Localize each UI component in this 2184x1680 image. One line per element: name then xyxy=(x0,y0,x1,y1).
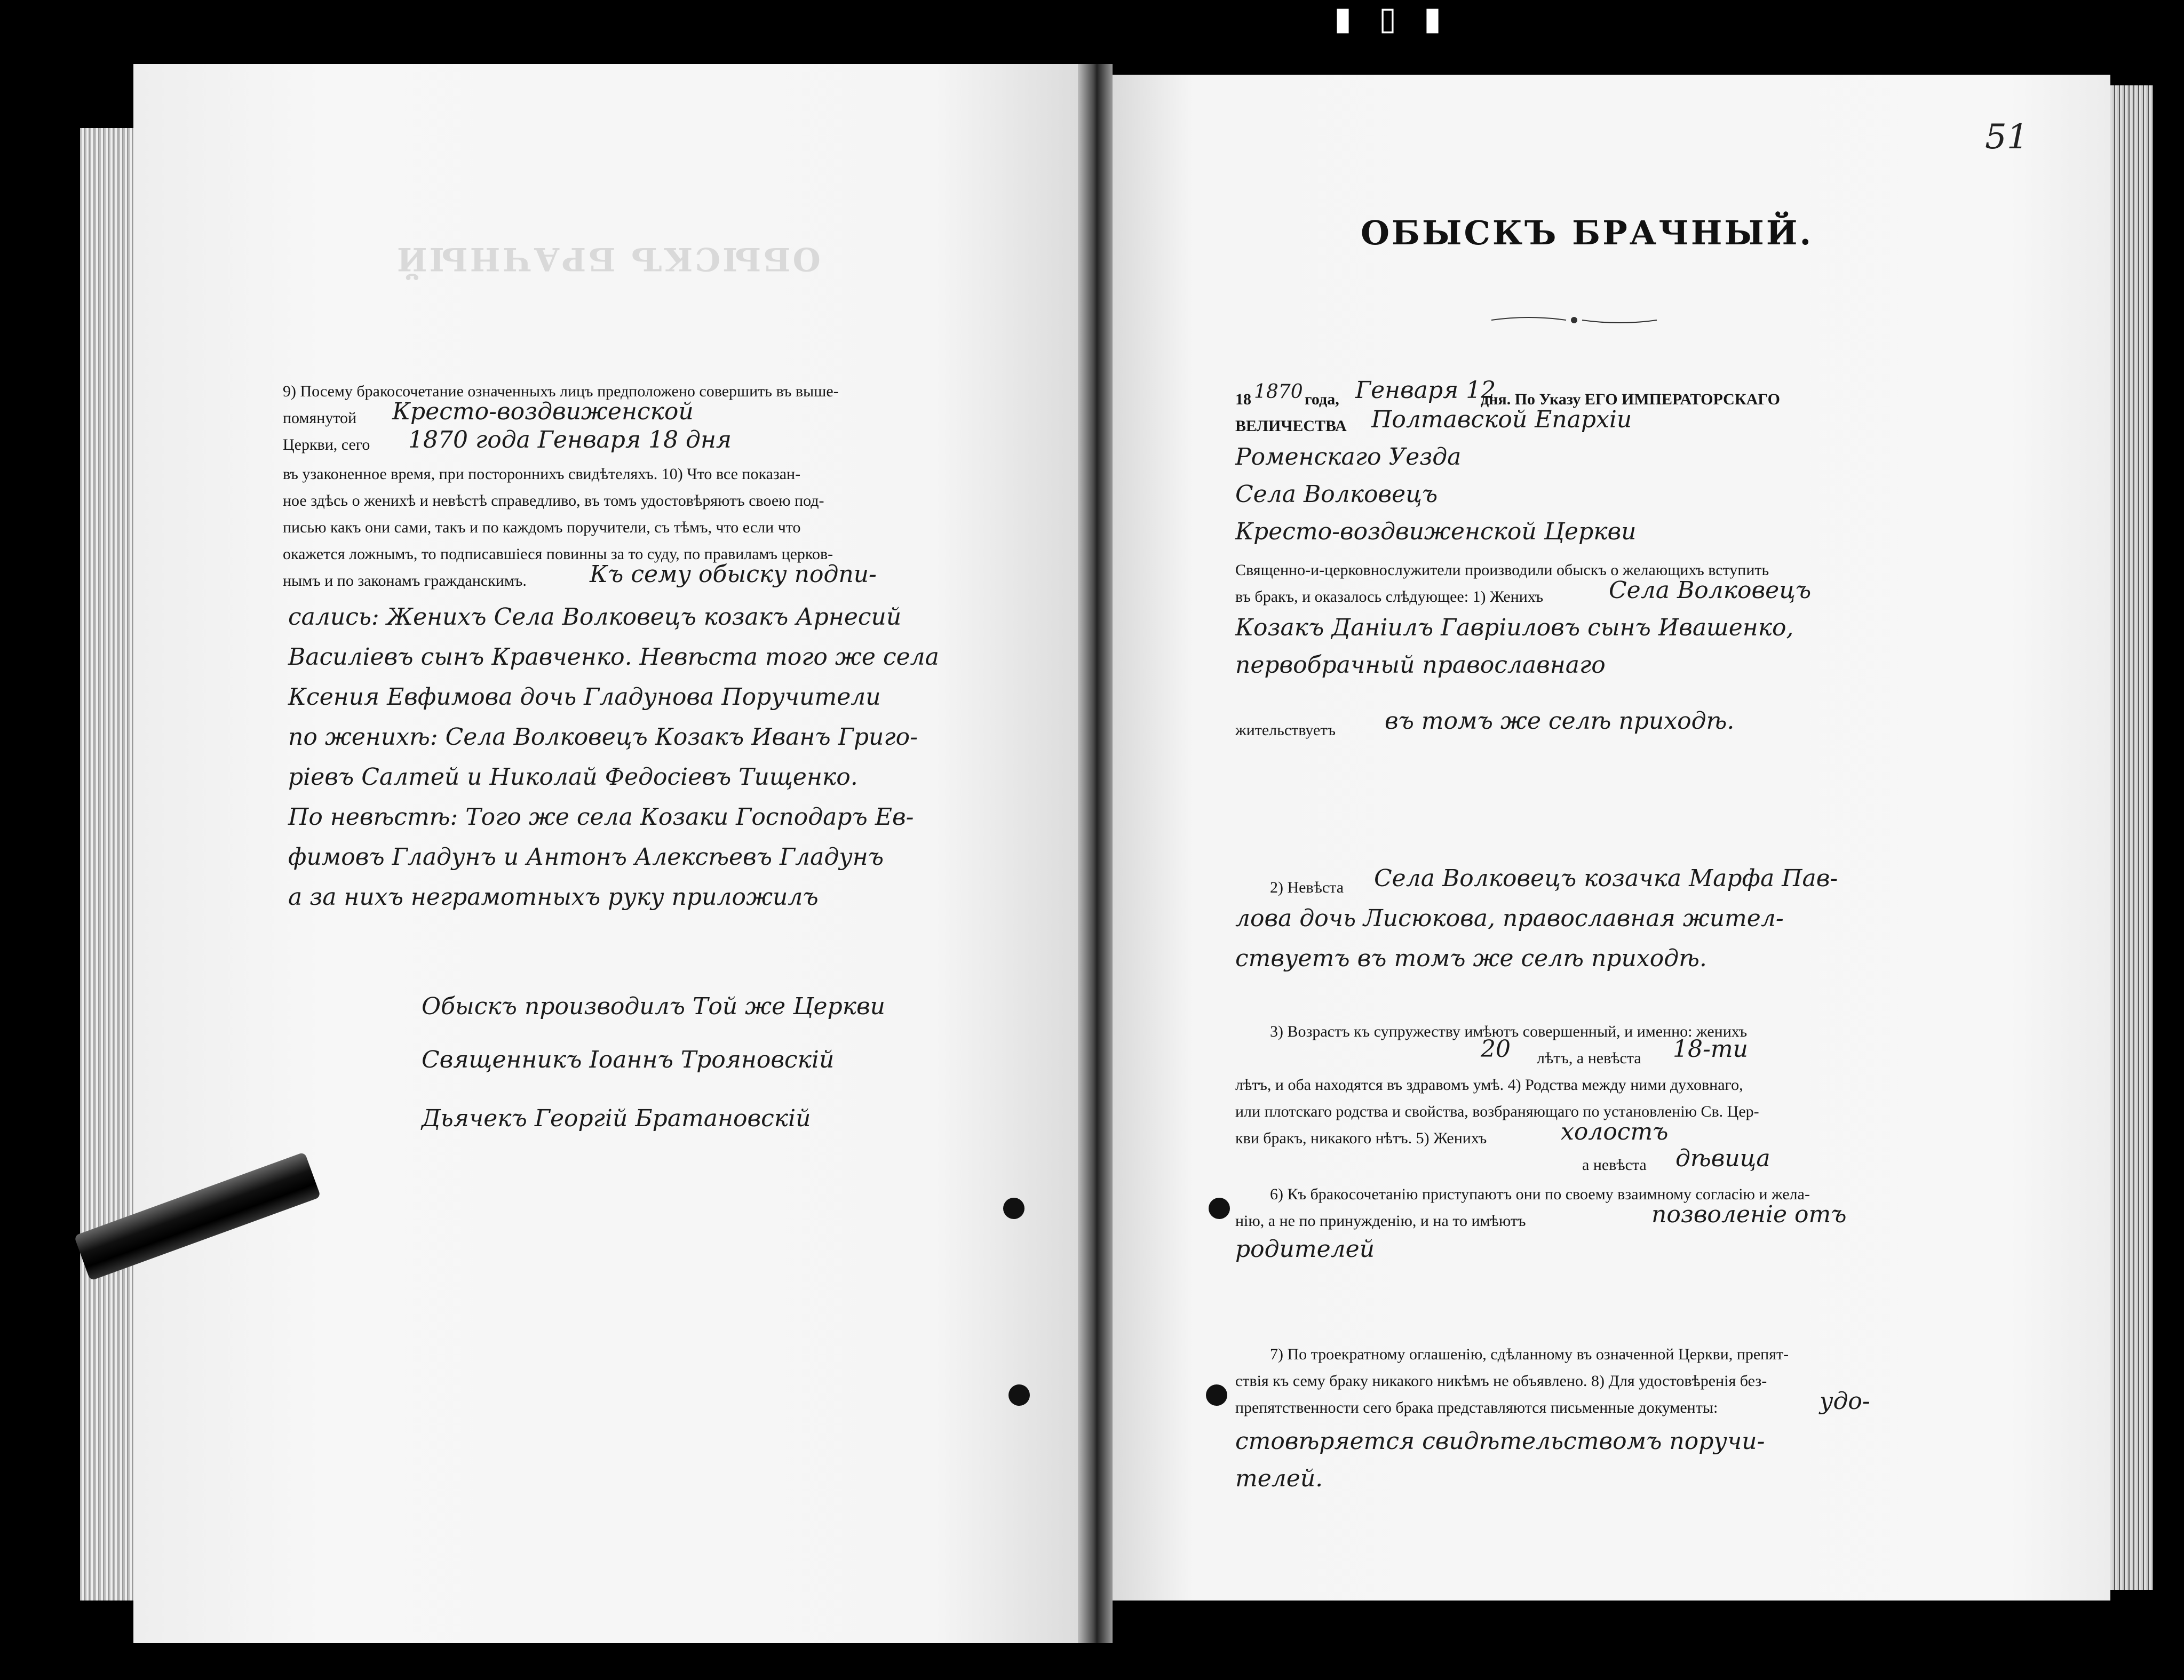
handwritten-line: по женихѣ: Села Волковецъ Козакъ Иванъ Григо- xyxy=(288,723,918,751)
item9-line6: писью какъ они сами, такъ и по каждомъ поручители, съ тѣмъ, что если что xyxy=(283,519,801,536)
clergy-line: Священно-и-церковнослужители производили обыскъ о желающихъ вступить xyxy=(1235,561,1769,579)
year-handwriting: 1870 xyxy=(1254,381,1303,403)
handwritten-line: По невѣстѣ: Того же села Козаки Господаръ Ев- xyxy=(288,803,914,831)
signing-intro-handwriting: Къ сему обыску подпи- xyxy=(590,561,877,588)
documents-handwriting: телей. xyxy=(1235,1465,1323,1492)
groom-village-handwriting: Села Волковецъ xyxy=(1609,577,1812,604)
village-handwriting: Села Волковецъ xyxy=(1235,481,1438,508)
age-mid-label: лѣтъ, а невѣста xyxy=(1537,1049,1641,1067)
majesty-label: ВЕЛИЧЕСТВА xyxy=(1235,417,1347,435)
groom-age-handwriting: 20 xyxy=(1481,1036,1511,1063)
groom-status-handwriting: первобрачный православнаго xyxy=(1235,651,1606,679)
priest-signature-line: Обыскъ производилъ Той же Церкви xyxy=(422,993,885,1020)
handwritten-line: Ксения Евфимова дочь Гладунова Поручители xyxy=(288,683,881,711)
handwritten-line: сались: Женихъ Села Волковецъ козакъ Арнесий xyxy=(288,603,902,631)
decree-label: дня. По Указу ЕГО ИМПЕРАТОРСКАГО xyxy=(1481,391,1780,408)
bride-label: 2) Невѣста xyxy=(1270,879,1344,896)
banns-line: ствiя къ сему браку никакого никѣмъ не объявлено. 8) Для удостовѣренiя без- xyxy=(1235,1372,1767,1390)
form-title: ОБЫСКЪ БРАЧНЫЙ. xyxy=(1361,213,1814,252)
item9-line3-label: Церкви, сего xyxy=(283,436,370,453)
punch-hole xyxy=(1003,1198,1025,1219)
bride-handwriting: ствуетъ въ томъ же селѣ приходѣ. xyxy=(1235,945,1707,972)
groom-name-handwriting: Козакъ Данiилъ Гаврiиловъ сынъ Ивашенко, xyxy=(1235,614,1794,641)
bride-age-handwriting: 18-ти xyxy=(1673,1036,1748,1063)
bride-handwriting: Села Волковецъ козачка Марфа Пав- xyxy=(1374,865,1838,892)
priest-signature-line: Священникъ Iоаннъ Трояновскiй xyxy=(422,1046,835,1073)
punch-hole xyxy=(1209,1198,1230,1219)
item9-date-handwriting: 1870 года Генваря 18 дня xyxy=(408,426,732,453)
date-handwriting: Генваря 12 xyxy=(1355,377,1496,404)
mirrored-bleed-title: ОБЫСКЪ БРАЧНЫЙ xyxy=(395,240,821,277)
title-ornament xyxy=(1486,312,1662,328)
consent-line: 6) Къ бракосочетанiю приступаютъ они по своему взаимному согласiю и жела- xyxy=(1270,1185,1810,1203)
item9-line4: въ узаконенное время, при постороннихъ свидѣтеляхъ. 10) Что все показан- xyxy=(283,465,801,483)
book-gutter xyxy=(1078,64,1113,1643)
deacon-signature-line: Дьячекъ Георгiй Братановскiй xyxy=(422,1105,811,1132)
groom-label-line: въ бракъ, и оказалось слѣдующее: 1) Женихъ xyxy=(1235,588,1544,606)
year-label: года, xyxy=(1305,391,1339,408)
punch-hole xyxy=(1206,1384,1227,1406)
bride-state-handwriting: дѣвица xyxy=(1675,1145,1770,1172)
documents-handwriting: удо- xyxy=(1820,1388,1870,1415)
item9-line5: ное здѣсь о женихѣ и невѣстѣ справедливо, въ томъ удостовѣряютъ своею под- xyxy=(283,492,824,509)
scan-marks: ▮ ▯ ▮ xyxy=(1334,1,1451,36)
groom-state-handwriting: холостъ xyxy=(1561,1118,1669,1145)
permission-handwriting: позволенiе отъ xyxy=(1651,1201,1847,1228)
punch-hole xyxy=(1008,1384,1030,1406)
left-page-edge xyxy=(80,128,139,1601)
banns-line: 7) По троекратному оглашенiю, сдѣланному въ означенной Церкви, препят- xyxy=(1270,1345,1789,1363)
uezd-handwriting: Роменскаго Уезда xyxy=(1235,443,1462,471)
groom-state-label: кви бракъ, никакого нѣтъ. 5) Женихъ xyxy=(1235,1129,1487,1147)
handwritten-line: а за нихъ неграмотныхъ руку приложилъ xyxy=(288,883,819,911)
residence-handwriting: въ томъ же селѣ приходѣ. xyxy=(1385,707,1735,735)
item9-line1: 9) Посему бракосочетание означенныхъ лицъ предположено совершить въ выше- xyxy=(283,383,839,400)
documents-handwriting: стовѣряется свидѣтельствомъ поручи- xyxy=(1235,1428,1765,1455)
handwritten-line: Василiевъ сынъ Кравченко. Невѣста того же села xyxy=(288,643,939,671)
church-handwriting: Кресто-воздвиженской Церкви xyxy=(1235,518,1637,545)
handwritten-line: рiевъ Салтей и Николай Федосiевъ Тищенко. xyxy=(288,763,858,791)
item9-line2-label: помянутой xyxy=(283,409,357,427)
right-page xyxy=(1113,75,2110,1601)
bride-handwriting: лова дочь Лисюкова, православная жител- xyxy=(1235,905,1784,932)
documents-label: препятственности сего брака представляются письменные документы: xyxy=(1235,1399,1718,1416)
year-prefix: 18 xyxy=(1235,391,1251,408)
bride-state-label: а невѣста xyxy=(1582,1156,1647,1174)
parents-handwriting: родителей xyxy=(1235,1236,1375,1263)
age-line: 3) Возрастъ къ супружеству имѣютъ совершенный, и именно: женихъ xyxy=(1270,1023,1748,1040)
item9-line8-label: нымъ и по законамъ гражданскимъ. xyxy=(283,572,527,590)
age-line: или плотскаго родства и свойства, возбраняющаго по установленiю Св. Цер- xyxy=(1235,1103,1759,1120)
right-page-edge xyxy=(2108,85,2153,1590)
item9-line7: окажется ложнымъ, то подписавшiеся повинны за то суду, по правиламъ церков- xyxy=(283,545,833,563)
age-line: лѣтъ, и оба находятся въ здравомъ умѣ. 4) Родства между ними духовнаго, xyxy=(1235,1076,1743,1094)
left-page xyxy=(133,64,1078,1643)
residence-label: жительствуетъ xyxy=(1235,721,1336,739)
item9-church-handwriting: Кресто-воздвиженской xyxy=(392,398,694,425)
handwritten-line: фимовъ Гладунъ и Антонъ Алексѣевъ Гладунъ xyxy=(288,843,884,871)
eparchy-handwriting: Полтавской Епархiи xyxy=(1371,406,1632,433)
page-number: 51 xyxy=(1985,117,2029,157)
consent-label: нiю, а не по принужденiю, и на то имѣютъ xyxy=(1235,1212,1526,1230)
